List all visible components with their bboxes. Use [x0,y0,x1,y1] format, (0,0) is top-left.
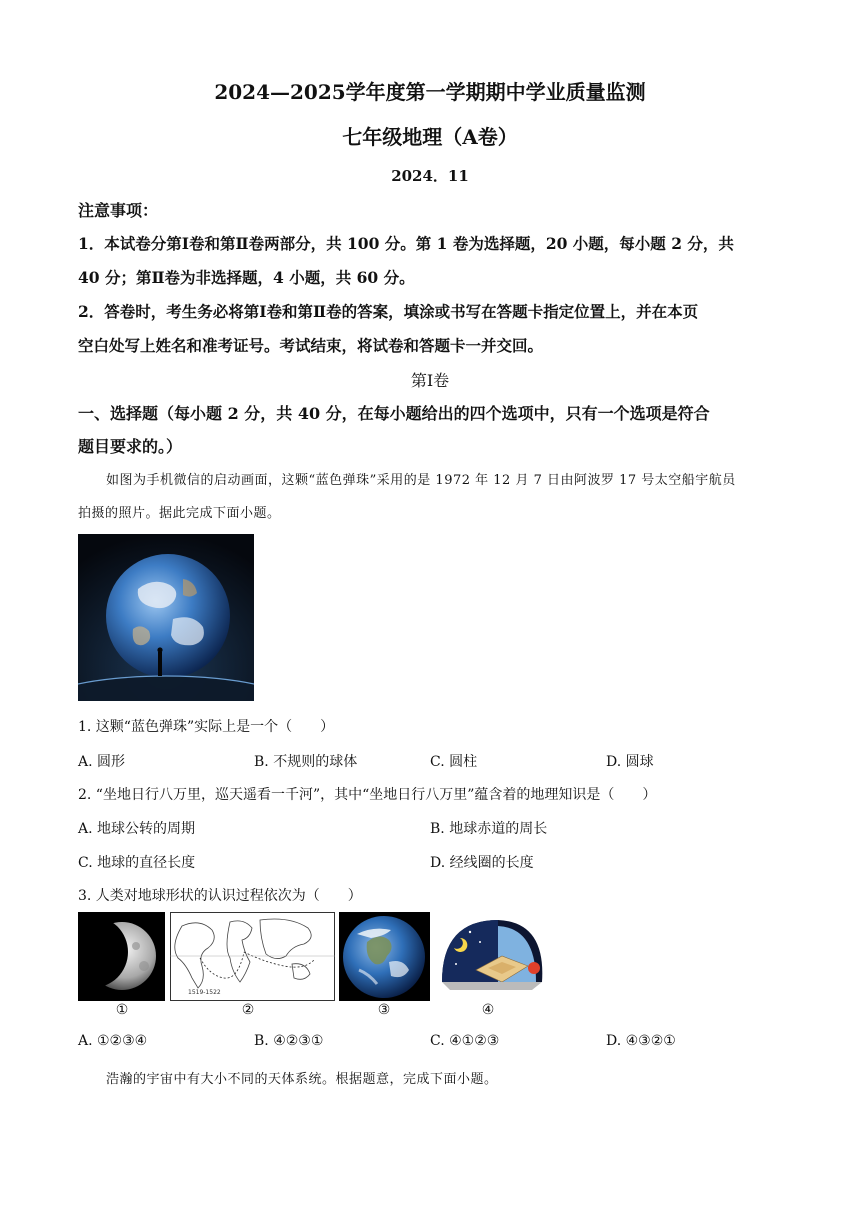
exam-subtitle: 七年级地理（A卷） [342,125,518,149]
notice-item1-line2: 40 分；第Ⅱ卷为非选择题，4 小题，共 60 分。 [78,268,415,287]
section-heading-line1: 一、选择题（每小题 2 分，共 40 分，在每小题给出的四个选项中，只有一个选项是符合 [78,404,710,423]
q3-option-d[interactable]: D. ④③②① [606,1033,676,1049]
earth-from-space-image [339,912,430,1001]
section-heading-line2: 题目要求的。） [78,437,183,456]
intro1-line1: 如图为手机微信的启动画面，这颗“蓝色弹珠”采用的是 1972 年 12 月 7 日由阿波罗 17 号太空船宇航员 [106,473,736,488]
q1-option-b[interactable]: B. 不规则的球体 [254,754,358,770]
q1-option-d[interactable]: D. 圆球 [606,754,654,770]
intro2-line1: 浩瀚的宇宙中有大小不同的天体系统。根据题意，完成下面小题。 [106,1072,498,1087]
q2-option-c[interactable]: C. 地球的直径长度 [78,855,196,871]
moon-eclipse-image [78,912,165,1001]
section-title: 第Ⅰ卷 [410,371,450,390]
intro1-line2: 拍摄的照片。据此完成下面小题。 [78,506,281,521]
q1-option-a[interactable]: A. 圆形 [78,754,126,770]
q1-option-c[interactable]: C. 圆柱 [430,754,478,770]
q2-option-d[interactable]: D. 经线圈的长度 [430,855,534,871]
svg-text:1519-1522: 1519-1522 [188,989,221,996]
notice-heading: 注意事项： [78,201,159,220]
dome-sky-model-image [436,912,546,1001]
q3-option-b[interactable]: B. ④②③① [254,1033,324,1049]
image-label-2: ② [241,1002,255,1018]
q3-option-c[interactable]: C. ④①②③ [430,1033,500,1049]
notice-item1-line1: 1．本试卷分第Ⅰ卷和第Ⅱ卷两部分，共 100 分。第 1 卷为选择题，20 小题，每小题 2 分，共 [78,234,734,253]
q2-option-b[interactable]: B. 地球赤道的周长 [430,821,548,837]
exam-title: 2024—2025学年度第一学期期中学业质量监测 [214,80,646,104]
earth-launch-image [78,534,254,701]
q2-option-a[interactable]: A. 地球公转的周期 [78,821,196,837]
image-label-4: ④ [481,1002,495,1018]
q2-stem: 2. “坐地日行八万里，巡天遥看一千河”，其中“坐地日行八万里”蕴含着的地理知识是（ ） [78,787,657,803]
magellan-voyage-map-image [170,912,335,1001]
q3-option-a[interactable]: A. ①②③④ [78,1033,148,1049]
notice-item2-line1: 2．答卷时，考生务必将第Ⅰ卷和第Ⅱ卷的答案，填涂或书写在答题卡指定位置上，并在本页 [78,302,699,321]
notice-item2-line2: 空白处写上姓名和准考证号。考试结束，将试卷和答题卡一并交回。 [78,336,544,355]
exam-date: 2024．11 [391,167,469,185]
image-label-1: ① [115,1002,129,1018]
image-label-3: ③ [377,1002,391,1018]
q3-stem: 3. 人类对地球形状的认识过程依次为（ ） [78,888,362,904]
q1-stem: 1. 这颗“蓝色弹珠”实际上是一个（ ） [78,719,335,735]
